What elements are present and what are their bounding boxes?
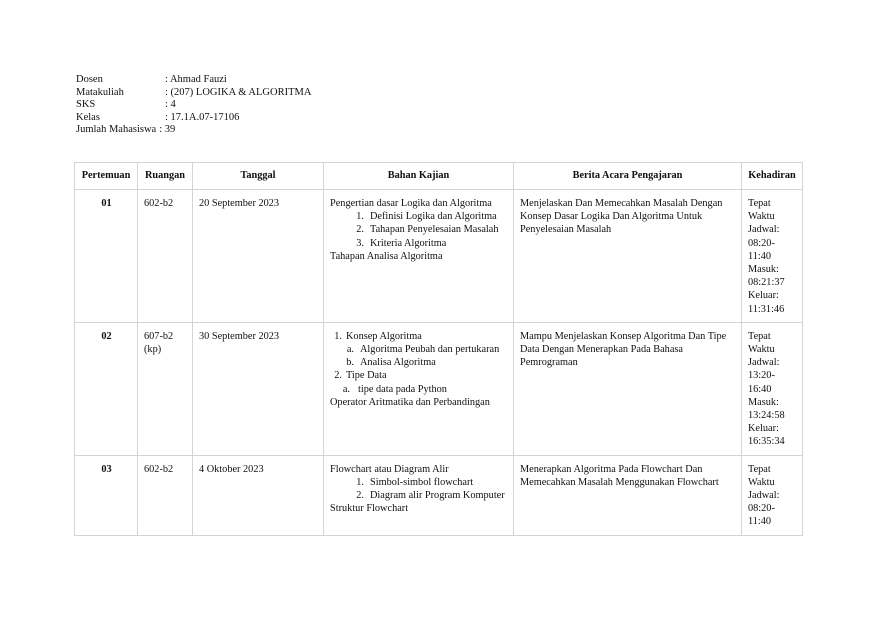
list-marker: 1. [356,211,364,223]
kehadiran-line: Tepat [748,463,771,475]
bahan-kajian-cell [324,190,514,323]
kehadiran-line: 08:20- [748,503,775,515]
list-item [330,356,508,369]
table-row [75,190,803,323]
list-text: Simbol-simbol flowchart [370,476,474,488]
kehadiran-line: Tepat [748,198,771,209]
list-marker: b. [346,357,354,369]
tanggal-cell: 30 September 2023 [193,322,324,455]
header-row-matakuliah [76,87,311,100]
kehadiran-line: 11:40 [748,250,772,262]
kehadiran-line: 13:24:58 [748,410,785,422]
header-row-jumlah [76,124,311,137]
kehadiran-line: Waktu [748,476,775,488]
header-value: : (207) LOGIKA & ALGORITMA [165,86,312,98]
bahan-kajian-cell [324,322,514,455]
attendance-table [74,162,803,536]
kehadiran-cell [742,322,803,455]
bahan-sublist [330,383,508,396]
list-item [330,343,508,356]
list-marker: 1. [334,330,342,342]
bahan-outro: Tahapan Analisa Algoritma [330,250,443,262]
list-text: Tahapan Penyelesaian Masalah [370,224,499,236]
kehadiran-line: 08:20- [748,237,775,249]
kehadiran-line: Jadwal: [748,224,780,236]
kehadiran-line: 16:35:34 [748,436,785,448]
list-marker: 2. [356,224,364,236]
header-value: : Ahmad Fauzi [165,74,227,85]
list-text: Definisi Logika dan Algoritma [370,211,497,223]
kehadiran-cell [742,190,803,323]
kehadiran-line: Keluar: [748,290,779,302]
bahan-list [330,369,508,382]
list-marker: 1. [356,476,364,488]
course-header [76,74,311,137]
header-value: : 39 [159,124,176,136]
kehadiran-line: 11:31:46 [748,303,785,315]
tanggal-cell: 4 Oktober 2023 [193,455,324,535]
bahan-list [330,476,508,502]
bahan-list [330,330,508,343]
list-text: Analisa Algoritma [360,357,436,369]
list-item [330,383,508,396]
bahan-outro: Operator Aritmatika dan Perbandingan [330,396,490,408]
column-header: Ruangan [138,163,193,190]
list-marker: 2. [334,370,342,382]
list-text: Tipe Data [346,370,387,382]
list-item [330,237,508,250]
column-header: Bahan Kajian [324,163,514,190]
table-row [75,322,803,455]
list-text: Diagram alir Program Komputer [370,490,505,502]
bahan-outro: Struktur Flowchart [330,503,409,515]
ruangan-cell: 602-b2 [138,190,193,323]
list-marker: 3. [356,237,364,249]
header-row-dosen [76,74,311,87]
header-value: : 17.1A.07-17106 [165,111,240,123]
berita-acara-cell: Mampu Menjelaskan Konsep Algoritma Dan Tipe Data Dengan Menerapkan Pada Bahasa Pemrograman [514,322,742,455]
pertemuan-cell: 01 [75,190,138,323]
pertemuan-cell: 02 [75,322,138,455]
kehadiran-line: Masuk: [748,264,779,276]
table-row [75,455,803,535]
pertemuan-cell: 03 [75,455,138,535]
bahan-intro: Pengertian dasar Logika dan Algoritma [330,198,492,209]
list-item [330,330,508,343]
kehadiran-line: Keluar: [748,423,779,435]
header-label: Dosen [76,74,103,85]
list-item [330,489,508,502]
table-header-row [75,163,803,190]
ruangan-cell: 602-b2 [138,455,193,535]
column-header: Tanggal [193,163,324,190]
column-header: Kehadiran [742,163,803,190]
kehadiran-line: Waktu [748,344,775,356]
list-marker: a. [346,344,354,356]
list-item [330,476,508,489]
berita-acara-cell: Menjelaskan Dan Memecahkan Masalah Dengan Konsep Dasar Logika Dan Algoritma Untuk Penyelesaian Masalah [514,190,742,323]
header-row-kelas [76,112,311,125]
ruangan-cell: 607-b2 (kp) [138,322,193,455]
berita-acara-cell: Menerapkan Algoritma Pada Flowchart Dan Memecahkan Masalah Menggunakan Flowchart [514,455,742,535]
list-text: Algoritma Peubah dan pertukaran [360,344,500,356]
bahan-intro: Flowchart atau Diagram Alir [330,463,449,475]
kehadiran-line: 16:40 [748,383,772,395]
tanggal-cell: 20 September 2023 [193,190,324,323]
header-label: SKS [76,99,96,111]
list-text: tipe data pada Python [358,383,447,395]
list-text: Konsep Algoritma [346,330,422,342]
list-marker: 2. [356,490,364,502]
header-row-sks [76,99,311,112]
kehadiran-cell [742,455,803,535]
bahan-list [330,210,508,250]
list-text: Kriteria Algoritma [370,237,447,249]
list-item [330,210,508,223]
kehadiran-line: Waktu [748,211,775,223]
kehadiran-line: Jadwal: [748,490,780,502]
column-header: Pertemuan [75,163,138,190]
header-label: Jumlah Mahasiswa [76,124,157,136]
kehadiran-line: 13:20- [748,370,775,382]
header-label: Kelas [76,111,100,123]
header-value: : 4 [165,99,176,111]
list-marker: a. [342,383,350,395]
header-label: Matakuliah [76,86,124,98]
kehadiran-line: 08:21:37 [748,277,785,289]
kehadiran-line: Jadwal: [748,357,780,369]
bahan-kajian-cell [324,455,514,535]
kehadiran-line: 11:40 [748,516,772,528]
bahan-sublist [330,343,508,369]
list-item [330,223,508,236]
list-item [330,369,508,382]
kehadiran-line: Tepat [748,330,771,342]
kehadiran-line: Masuk: [748,396,779,408]
column-header: Berita Acara Pengajaran [514,163,742,190]
